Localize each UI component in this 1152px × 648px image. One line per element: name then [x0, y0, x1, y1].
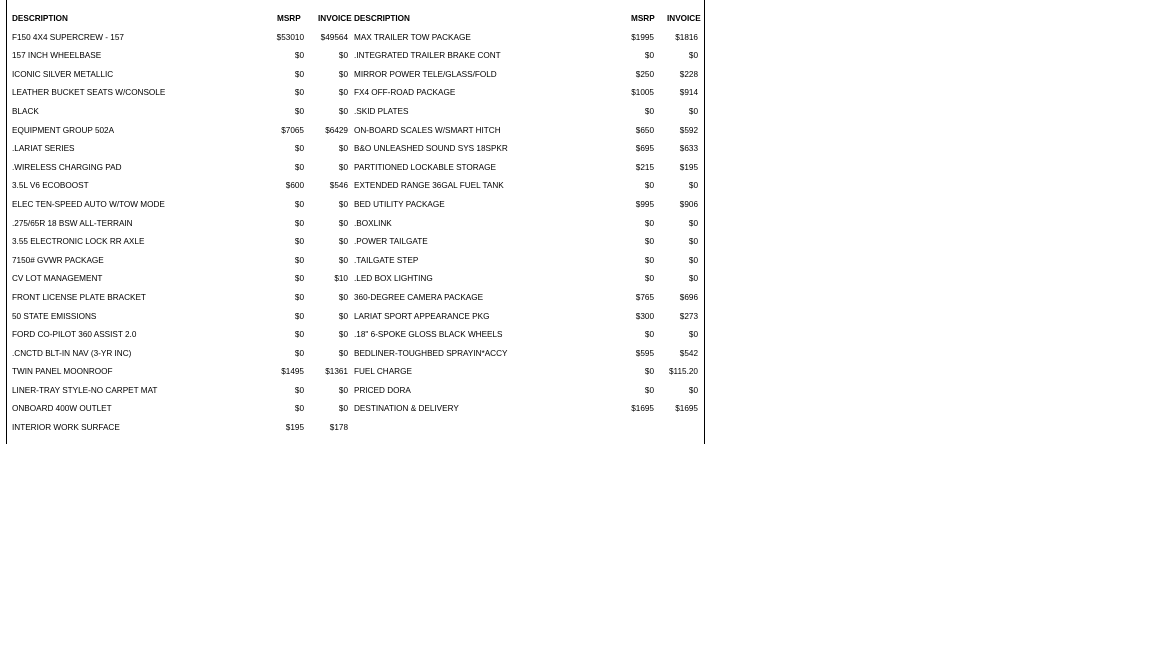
table-row [12, 252, 360, 271]
row-msrp: $0 [644, 255, 654, 265]
table-row [354, 122, 700, 141]
row-msrp: $0 [294, 144, 304, 154]
row-msrp: $0 [644, 237, 654, 247]
row-description: B&O UNLEASHED SOUND SYS 18SPKR [354, 144, 508, 154]
row-description: .INTEGRATED TRAILER BRAKE CONT [354, 51, 501, 61]
row-description: .WIRELESS CHARGING PAD [12, 162, 122, 172]
table-row [354, 47, 700, 66]
row-invoice: $0 [338, 106, 348, 116]
row-invoice: $6429 [325, 125, 348, 135]
row-invoice: $0 [338, 237, 348, 247]
right-header-row [354, 10, 700, 29]
row-invoice: $0 [688, 274, 698, 284]
row-description: .18" 6-SPOKE GLOSS BLACK WHEELS [354, 330, 503, 340]
row-invoice: $0 [688, 385, 698, 395]
row-description: .LARIAT SERIES [12, 144, 75, 154]
row-description: LEATHER BUCKET SEATS W/CONSOLE [12, 88, 166, 98]
table-row [12, 122, 360, 141]
row-invoice: $115.20 [669, 367, 698, 377]
table-row [354, 270, 700, 289]
table-row [354, 252, 700, 271]
row-invoice: $273 [679, 311, 698, 321]
row-description: EQUIPMENT GROUP 502A [12, 125, 115, 135]
row-description: FORD CO-PILOT 360 ASSIST 2.0 [12, 330, 137, 340]
row-description: 3.5L V6 ECOBOOST [12, 181, 89, 191]
right-table-body [354, 29, 700, 419]
row-msrp: $0 [644, 181, 654, 191]
row-msrp: $0 [294, 385, 304, 395]
row-invoice: $0 [338, 218, 348, 228]
row-msrp: $0 [294, 199, 304, 209]
right-invoice-header: INVOICE [667, 14, 701, 23]
table-row [12, 196, 360, 215]
row-msrp: $0 [294, 311, 304, 321]
row-invoice: $0 [688, 218, 698, 228]
row-invoice: $542 [679, 348, 698, 358]
row-description: BEDLINER-TOUGHBED SPRAYIN*ACCY [354, 348, 508, 358]
row-invoice: $195 [679, 162, 698, 172]
row-invoice: $0 [688, 237, 698, 247]
row-description: .BOXLINK [354, 218, 392, 228]
row-msrp: $765 [635, 292, 654, 302]
row-invoice: $914 [679, 88, 698, 98]
row-invoice: $0 [338, 385, 348, 395]
row-msrp: $0 [644, 330, 654, 340]
row-description: FX4 OFF-ROAD PACKAGE [354, 88, 456, 98]
table-row [12, 308, 360, 327]
table-row [12, 29, 360, 48]
table-row [354, 382, 700, 401]
table-row [12, 400, 360, 419]
row-description: 360-DEGREE CAMERA PACKAGE [354, 292, 484, 302]
row-msrp: $0 [294, 69, 304, 79]
table-row [354, 29, 700, 48]
table-row [12, 345, 360, 364]
row-description: 3.55 ELECTRONIC LOCK RR AXLE [12, 237, 145, 247]
table-row [12, 140, 360, 159]
table-row [354, 215, 700, 234]
row-description: ICONIC SILVER METALLIC [12, 69, 114, 79]
row-msrp: $195 [285, 423, 304, 433]
row-description: ON-BOARD SCALES W/SMART HITCH [354, 125, 501, 135]
left-invoice-header: INVOICE [318, 14, 352, 23]
table-row [12, 233, 360, 252]
table-row [354, 84, 700, 103]
row-description: .POWER TAILGATE [354, 237, 428, 247]
row-invoice: $0 [338, 199, 348, 209]
row-invoice: $1816 [675, 32, 698, 42]
row-description: BED UTILITY PACKAGE [354, 199, 445, 209]
row-msrp: $0 [294, 255, 304, 265]
left-header-row [12, 10, 360, 29]
row-description: PARTITIONED LOCKABLE STORAGE [354, 162, 496, 172]
row-description: .275/65R 18 BSW ALL-TERRAIN [12, 218, 133, 228]
right-column-table [354, 0, 700, 419]
row-invoice: $0 [338, 144, 348, 154]
row-invoice: $0 [338, 88, 348, 98]
row-description: FRONT LICENSE PLATE BRACKET [12, 292, 146, 302]
row-msrp: $695 [635, 144, 654, 154]
row-description: LARIAT SPORT APPEARANCE PKG [354, 311, 490, 321]
row-description: PRICED DORA [354, 385, 411, 395]
row-invoice: $1361 [325, 367, 348, 377]
row-invoice: $0 [338, 348, 348, 358]
row-msrp: $0 [294, 88, 304, 98]
table-row [12, 363, 360, 382]
row-msrp: $0 [294, 162, 304, 172]
row-msrp: $0 [294, 348, 304, 358]
row-msrp: $0 [294, 51, 304, 61]
table-row [354, 345, 700, 364]
row-msrp: $1495 [281, 367, 304, 377]
table-row [12, 289, 360, 308]
row-invoice: $0 [688, 255, 698, 265]
table-row [354, 289, 700, 308]
table-row [12, 47, 360, 66]
table-row [354, 103, 700, 122]
row-invoice: $0 [688, 51, 698, 61]
row-description: 157 INCH WHEELBASE [12, 51, 102, 61]
row-msrp: $0 [294, 292, 304, 302]
table-row [12, 159, 360, 178]
table-row [12, 84, 360, 103]
row-description: FUEL CHARGE [354, 367, 412, 377]
row-description: .CNCTD BLT-IN NAV (3-YR INC) [12, 348, 132, 358]
row-invoice: $0 [338, 51, 348, 61]
table-row [354, 233, 700, 252]
left-description-header: DESCRIPTION [12, 14, 68, 23]
row-msrp: $0 [294, 404, 304, 414]
row-msrp: $300 [635, 311, 654, 321]
table-row [12, 326, 360, 345]
table-row [12, 419, 360, 438]
price-sheet [6, 0, 705, 444]
table-row [12, 270, 360, 289]
row-msrp: $1005 [631, 88, 654, 98]
row-description: LINER-TRAY STYLE-NO CARPET MAT [12, 385, 158, 395]
row-description: .SKID PLATES [354, 106, 409, 116]
row-msrp: $0 [294, 330, 304, 340]
table-row [354, 326, 700, 345]
row-invoice: $0 [338, 255, 348, 265]
table-row [12, 382, 360, 401]
row-msrp: $0 [644, 51, 654, 61]
row-msrp: $7065 [281, 125, 304, 135]
row-invoice: $228 [679, 69, 698, 79]
row-description: INTERIOR WORK SURFACE [12, 423, 120, 433]
row-msrp: $215 [635, 162, 654, 172]
table-row [354, 196, 700, 215]
row-invoice: $0 [338, 162, 348, 172]
row-msrp: $650 [635, 125, 654, 135]
row-invoice: $0 [338, 330, 348, 340]
table-row [354, 308, 700, 327]
row-invoice: $696 [679, 292, 698, 302]
row-description: .LED BOX LIGHTING [354, 274, 433, 284]
table-row [354, 363, 700, 382]
row-description: 7150# GVWR PACKAGE [12, 255, 104, 265]
row-invoice: $0 [688, 106, 698, 116]
row-msrp: $0 [644, 385, 654, 395]
row-msrp: $0 [644, 218, 654, 228]
row-msrp: $0 [644, 274, 654, 284]
row-description: BLACK [12, 106, 39, 116]
table-row [354, 177, 700, 196]
table-row [12, 66, 360, 85]
row-invoice: $0 [338, 69, 348, 79]
row-msrp: $0 [294, 274, 304, 284]
row-msrp: $0 [294, 237, 304, 247]
row-description: CV LOT MANAGEMENT [12, 274, 103, 284]
row-invoice: $1695 [675, 404, 698, 414]
row-msrp: $1695 [631, 404, 654, 414]
row-description: 50 STATE EMISSIONS [12, 311, 97, 321]
row-msrp: $995 [635, 199, 654, 209]
row-invoice: $10 [334, 274, 348, 284]
row-description: MAX TRAILER TOW PACKAGE [354, 32, 471, 42]
row-description: ELEC TEN-SPEED AUTO W/TOW MODE [12, 199, 165, 209]
row-invoice: $49564 [320, 32, 348, 42]
row-description: EXTENDED RANGE 36GAL FUEL TANK [354, 181, 504, 191]
row-invoice: $0 [338, 404, 348, 414]
row-msrp: $595 [635, 348, 654, 358]
row-msrp: $250 [635, 69, 654, 79]
table-row [354, 66, 700, 85]
left-column-table [12, 0, 360, 438]
row-invoice: $592 [679, 125, 698, 135]
table-row [354, 140, 700, 159]
row-invoice: $0 [688, 330, 698, 340]
row-invoice: $0 [338, 292, 348, 302]
row-msrp: $53010 [276, 32, 304, 42]
row-invoice: $633 [679, 144, 698, 154]
table-row [354, 400, 700, 419]
table-row [12, 215, 360, 234]
row-msrp: $0 [644, 106, 654, 116]
row-msrp: $0 [644, 367, 654, 377]
row-description: .TAILGATE STEP [354, 255, 419, 265]
row-description: ONBOARD 400W OUTLET [12, 404, 112, 414]
row-msrp: $0 [294, 106, 304, 116]
row-description: F150 4X4 SUPERCREW - 157 [12, 32, 124, 42]
row-msrp: $1995 [631, 32, 654, 42]
row-description: TWIN PANEL MOONROOF [12, 367, 113, 377]
row-invoice: $178 [329, 423, 348, 433]
row-description: MIRROR POWER TELE/GLASS/FOLD [354, 69, 497, 79]
left-table-body [12, 29, 360, 438]
table-row [354, 159, 700, 178]
row-invoice: $546 [329, 181, 348, 191]
right-description-header: DESCRIPTION [354, 14, 410, 23]
left-msrp-header: MSRP [277, 14, 301, 23]
row-description: DESTINATION & DELIVERY [354, 404, 459, 414]
row-invoice: $0 [688, 181, 698, 191]
table-row [12, 103, 360, 122]
row-invoice: $906 [679, 199, 698, 209]
table-row [12, 177, 360, 196]
row-invoice: $0 [338, 311, 348, 321]
row-msrp: $0 [294, 218, 304, 228]
right-msrp-header: MSRP [631, 14, 655, 23]
row-msrp: $600 [285, 181, 304, 191]
